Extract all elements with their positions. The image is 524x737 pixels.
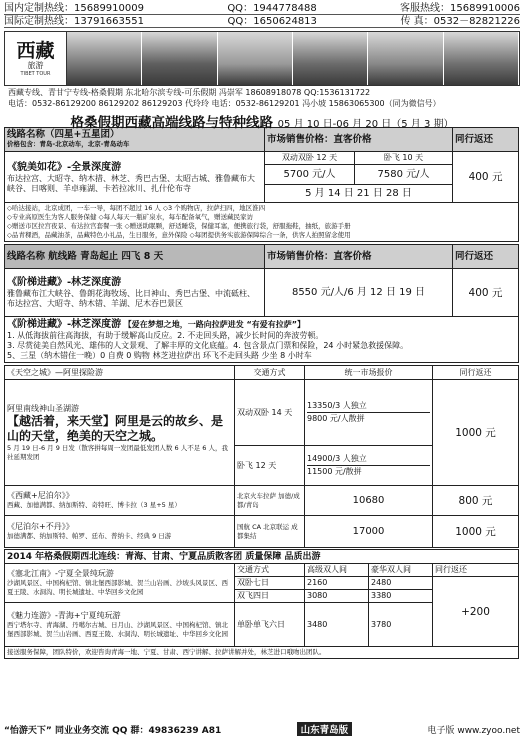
- route-3-title: 《尼泊尔+不丹》》: [7, 522, 74, 531]
- transport-option-1: 双动双卧 14 天: [235, 380, 305, 446]
- price-group-2: [305, 446, 433, 486]
- route-2-tagline: 【爱在梦想之地，一路向拉萨进发 “有爱有拉萨”】: [123, 320, 306, 329]
- section-1-header: [5, 128, 265, 152]
- section-4-table: [4, 549, 519, 659]
- price-line: 11500 元/散拼: [307, 467, 362, 476]
- footer: [4, 722, 520, 736]
- note-line: ◇专业高原医生为客人服务保健 ◇每人每天一瓶矿泉水，每车配备氧气，赠送藏民家访: [7, 213, 254, 221]
- route-2-title: 《阶梯进藏》-林芝深度游: [7, 319, 122, 330]
- rebate-header: 同行返还: [433, 564, 519, 577]
- market-price-header: 市场销售价格：直客价格: [265, 128, 453, 152]
- service-label: 客服热线：: [400, 3, 450, 14]
- section-2-header: 线路名称 航线路 青岛起止 四飞 8 天: [5, 245, 265, 269]
- deluxe-room-header: 豪华双人间: [369, 564, 433, 577]
- route-highlights: [5, 317, 519, 363]
- price-standard: 3080: [305, 590, 369, 603]
- route-cell: [5, 516, 235, 548]
- route-3-rebate: 1000 元: [433, 516, 519, 548]
- price-deluxe: 3380: [369, 590, 433, 603]
- price-deluxe: 3780: [369, 603, 433, 647]
- landscape-photo: [368, 32, 443, 85]
- fax-label: 传 真：: [400, 16, 434, 27]
- price-1: 5700 元/人: [265, 165, 355, 185]
- rebate-value: 1000 元: [433, 380, 519, 486]
- route-slogan: 【越活着，来天堂】阿里是云的故乡、是山的天堂，绝美的天空之城。: [7, 413, 224, 443]
- footer-qq-group: “怡游天下” 同业业务交流 QQ 群：49836239 A81: [4, 725, 222, 736]
- rebate-value: 400 元: [453, 152, 519, 203]
- route-2-title: 《西藏+尼泊尔》》: [7, 491, 74, 500]
- route-2-title: 《魅力连游》-青海+宁夏纯玩游: [7, 610, 121, 620]
- price-standard: 3480: [305, 603, 369, 647]
- route-3-description: 加德满都、纳加斯特、帕罗、廷布、普纳卡、经典 9 日游: [7, 532, 172, 540]
- rebate-value: +200: [433, 577, 519, 647]
- landscape-photo: [67, 32, 142, 85]
- section-1-subtitle: 价格包含：青岛-北京动车，北京-青岛动车: [7, 140, 130, 148]
- intl-label: 国际定制热线：: [4, 16, 74, 27]
- service-phone: 15689910006: [450, 3, 520, 14]
- route-cell: [5, 486, 235, 516]
- route-cell: [5, 380, 235, 486]
- note-line: ◇哈达接站，北京成团，一车一导，每团不超过 16 人 ◇3 个购物店，拉萨扫四，地区淮四: [7, 204, 266, 212]
- edition-brand: 山东青岛版: [297, 722, 353, 736]
- transport-option-1: 双动双卧 12 天: [265, 152, 355, 165]
- section-2-table: [4, 244, 519, 363]
- landscape-photo: [142, 32, 217, 85]
- service-note: 接送服务保障，团队特价，欢迎咨询青海一地、宁夏、甘肃、西宁讲解、拉萨讲解并处，林芝进口哦吻出团队。: [5, 647, 519, 659]
- rebate-value: 400 元: [453, 269, 519, 317]
- landscape-photo: [218, 32, 293, 85]
- logo-sub-text: 旅游: [27, 60, 44, 70]
- landscape-photo: [444, 32, 519, 85]
- transport-option: 双卧七日: [235, 577, 305, 590]
- qq-label-2: QQ：: [227, 16, 254, 27]
- section-1-title: 线路名称（四星+五星团）: [7, 129, 120, 140]
- market-price-header: 市场销售价格：直客价格: [265, 245, 453, 269]
- contact-line-2: 电话：0532-86129200 86129202 86129203 代玲玲 电话：0532-86129201 冯小坡 15863065300（同为微信号）: [8, 99, 441, 108]
- route-1-description: 沙湖风景区、中国枸杞馆、镇北堡西部影城、贺兰山岩画、沙坡头风景区、西夏王陵、水洞沟、明长城遗址、中华回乡文化园: [7, 579, 228, 596]
- route-description: 布达拉宫、大昭寺、纳木措、林芝、秀巴古堡、太昭古城、雅鲁藏布大峡谷、日喀则、羊卓雍湖、卡若拉冰川、扎什伦布寺: [7, 173, 255, 193]
- route-title: 《貌美如花》-全景深度游: [7, 161, 122, 173]
- route-1-title: 《塞北江南》-宁夏全景纯玩游: [7, 569, 114, 578]
- route-3-price: 17000: [305, 516, 433, 548]
- service-notes: [5, 203, 519, 242]
- route-cell: [5, 269, 265, 317]
- route-title: 《阶梯进藏》-林芝深度游: [7, 277, 122, 288]
- rebate-header: 同行返还: [433, 366, 519, 380]
- title-text: 格桑假期西藏高端线路与特种线路: [70, 115, 273, 131]
- route-2-rebate: 800 元: [433, 486, 519, 516]
- qq-number-2: 1650624813: [253, 16, 317, 27]
- contact-line-1: 西藏专线、青甘宁专线-格桑假期 东北哈尔滨专线-可乐假期 冯崇军 18608918078 QQ:1536131722: [8, 88, 371, 97]
- rebate-header: 同行返还: [453, 128, 519, 152]
- note-line: ◇赠送市区拉宫夜景、布达拉宫套餐一张 ◇赠送助眠颗，舒适睡袋，保健耳塞，便携旅行袋，舒服拖鞋，抽纸，旅游手册: [7, 222, 351, 230]
- departure-dates: 5 月 14 日 21 日 28 日: [265, 185, 453, 203]
- transport-header: 交通方式: [235, 564, 305, 577]
- banner: [4, 31, 520, 86]
- qq-label: QQ：: [227, 3, 254, 14]
- highlight-point: 3. 尽赏徒美自然风光、雄伟的人文景观、了解丰厚的文化底蕴。4. 包含景点门票和保险，24 小时紧急救援保障。: [7, 341, 409, 350]
- photo-strip: [67, 32, 519, 85]
- section-3-table: [4, 365, 519, 548]
- route-3-transport: 国航 CA 北京联运 成都集结: [235, 516, 305, 548]
- route-cell: [5, 564, 235, 603]
- title-dates: 05 月 10 日-06 月 20 日（5 月 3 期）: [277, 119, 454, 130]
- route-2-transport: 北京火车拉萨 加德/成都/青岛: [235, 486, 305, 516]
- rebate-header: 同行返还: [453, 245, 519, 269]
- section-4-header: 2014 年格桑假期西北连线：青海、甘肃、宁夏品质散客团 质量保障 品质出游: [5, 550, 519, 564]
- standard-room-header: 高级双人间: [305, 564, 369, 577]
- route-name: 阿里南线神山圣湖游: [7, 403, 79, 413]
- tibet-logo: [5, 32, 67, 85]
- transport-option: 双飞四日: [235, 590, 305, 603]
- qq-number-1: 1944778488: [253, 3, 317, 14]
- price-line: 13350/3 人独立: [307, 400, 430, 413]
- price-2: 7580 元/人: [355, 165, 453, 185]
- hotline-row-2: [4, 15, 520, 28]
- domestic-phone: 15689910009: [74, 3, 144, 14]
- route-price: 8550 元/人/6 月 12 日 19 日: [265, 269, 453, 317]
- highlight-point: 5、三星（纳木错住一晚）0 自费 0 购物 林芝进拉萨出 环飞不走回头路 少坐 8 小时车: [7, 351, 312, 360]
- logo-tiny-text: TIBET TOUR: [20, 70, 51, 77]
- price-deluxe: 2480: [369, 577, 433, 590]
- route-2-description: 西宁塔尔寺、青海湖、丹噶尔古城、日月山、沙湖风景区、中国枸杞馆、镇北堡西部影城、贺兰山岩画、西夏王陵、水洞沟、明长城遗址、中华回乡文化园: [7, 620, 228, 638]
- contact-block: [0, 86, 524, 109]
- route-dates-note: 5 月 19 日-6 月 9 日发（散客拼每周一发团最低发团人数 6 人不足 6 人，我社延期发团: [7, 443, 228, 461]
- highlight-point: 1. 从低海拔前往高海拔，有助于缓解高山反应。2. 不走回头路，减少长时间的奔波劳顿。: [7, 331, 324, 340]
- price-group-1: [305, 380, 433, 446]
- landscape-photo: [293, 32, 368, 85]
- market-price-header: 统一市场报价: [305, 366, 433, 380]
- price-line: 9800 元/人散拼: [307, 414, 365, 423]
- hotline-row-1: [4, 2, 520, 15]
- note-line: ◇品青稞酒，品藏油茶，品藏特色小礼品，生日服务，意外保险 ◇每团提供务实旅游保障综合一条，供客人拍照留念使用: [7, 231, 351, 239]
- domestic-label: 国内定制热线：: [4, 3, 74, 14]
- transport-option-2: 卧飞 12 天: [235, 446, 305, 486]
- route-2-price: 10680: [305, 486, 433, 516]
- hotline-header: [0, 0, 524, 28]
- route-cell: [5, 603, 235, 647]
- logo-main-text: 西藏: [16, 39, 55, 62]
- price-line: 14900/3 人独立: [307, 453, 430, 466]
- section-3-route-title: 《天空之城》—阿里探险游: [5, 366, 235, 380]
- footer-website[interactable]: 电子版 www.zyoo.net: [427, 725, 520, 736]
- intl-phone: 13791663551: [74, 16, 144, 27]
- transport-option: 单卧单飞六日: [235, 603, 305, 647]
- page-title: [0, 109, 524, 131]
- price-standard: 2160: [305, 577, 369, 590]
- transport-header: 交通方式: [235, 366, 305, 380]
- route-cell: [5, 152, 265, 203]
- route-2-description: 西藏、加德满都、纳加斯特、奇特旺、博卡拉（3 星+5 星）: [7, 501, 181, 509]
- transport-option-2: 卧飞 10 天: [355, 152, 453, 165]
- route-description: 雅鲁藏布江大峡谷、鲁朗花海牧场、比日神山、秀巴古堡、中流砥柱、布达拉宫、大昭寺、纳木错、羊湖、尼木吞巴景区: [7, 289, 255, 308]
- section-1-table: [4, 127, 519, 242]
- fax-number: 0532－82821226: [433, 16, 520, 27]
